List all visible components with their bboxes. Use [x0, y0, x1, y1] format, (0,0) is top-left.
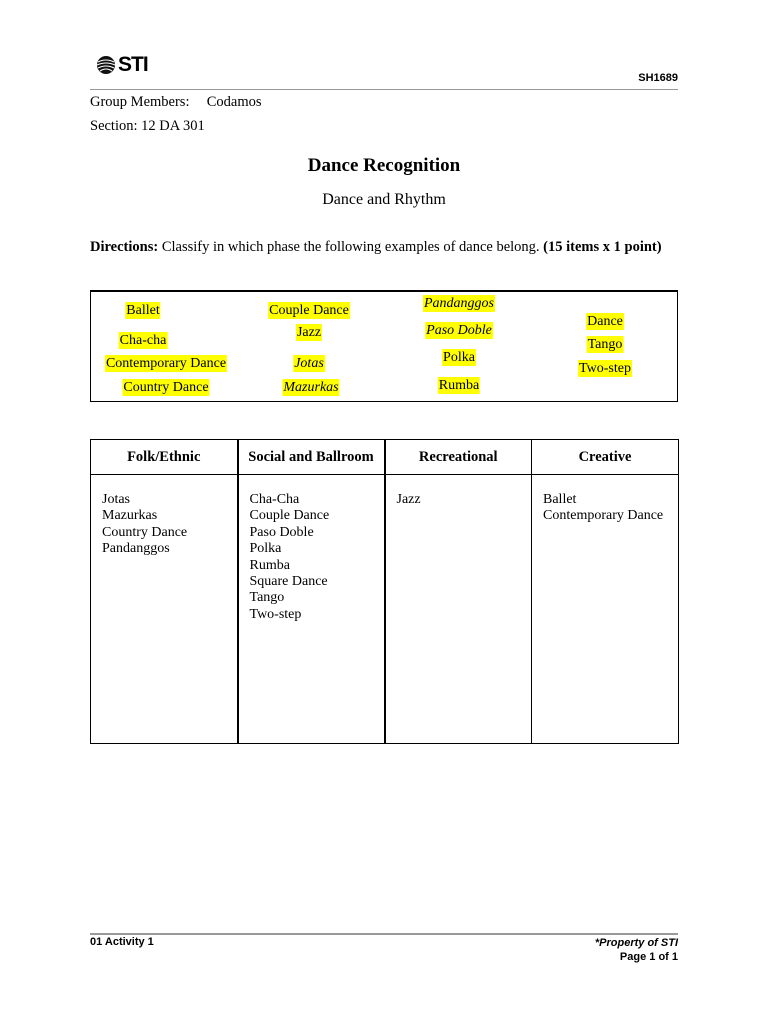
list-item: Paso Doble	[249, 524, 314, 540]
word-bank-item: Jotas	[294, 356, 324, 371]
list-item: Country Dance	[102, 524, 188, 540]
footer-property: *Property of STI	[594, 937, 678, 949]
header-creative: Creative	[532, 440, 679, 475]
logo-text: STI	[118, 53, 148, 76]
list-item: Pandanggos	[102, 541, 170, 557]
word-bank-item: Ballet	[126, 303, 160, 318]
word-bank-item: Couple Dance	[269, 303, 349, 318]
answer-cell-recreational[interactable]	[385, 475, 532, 744]
word-bank-item: Dance	[587, 314, 623, 329]
globe-icon	[96, 55, 116, 75]
directions-points: (15 items x 1 point)	[543, 239, 662, 255]
word-bank-item: Jazz	[296, 325, 322, 340]
group-members-value: Codamos	[206, 94, 262, 110]
header-recreational: Recreational	[385, 440, 532, 475]
list-item: Jotas	[102, 492, 130, 507]
answer-cell-creative[interactable]	[532, 475, 679, 744]
list-item: Couple Dance	[249, 508, 330, 524]
list-item: Rumba	[249, 557, 290, 573]
list-item: Polka	[249, 541, 282, 557]
page-subtitle: Dance and Rhythm	[322, 191, 446, 208]
word-bank-item: Cha-cha	[119, 333, 167, 348]
list-item: Square Dance	[249, 574, 328, 590]
word-bank-item: Rumba	[438, 378, 480, 393]
document-code: SH1689	[638, 72, 678, 84]
list-item: Contemporary Dance	[543, 508, 664, 524]
list-item: Two-step	[249, 606, 302, 622]
header-divider	[90, 89, 678, 90]
word-bank-item: Mazurkas	[283, 380, 339, 395]
directions-label: Directions:	[90, 239, 159, 255]
classification-table	[90, 439, 679, 744]
header-social-ballroom: Social and Ballroom	[238, 440, 385, 475]
group-members-line	[90, 94, 262, 111]
word-bank-item: Country Dance	[123, 380, 209, 395]
footer-right	[595, 936, 678, 964]
list-item: Cha-Cha	[249, 492, 300, 507]
page-title: Dance Recognition	[307, 155, 461, 176]
word-bank-item: Contemporary Dance	[105, 356, 227, 371]
directions-text: Classify in which phase the following examples of dance belong.	[158, 239, 544, 255]
footer-divider	[90, 933, 678, 935]
word-bank-item: Tango	[587, 337, 623, 352]
word-bank-item: Two-step	[579, 361, 631, 376]
answer-cell-social[interactable]	[238, 475, 385, 744]
footer-activity: 01 Activity 1	[90, 936, 154, 948]
list-item: Jazz	[396, 492, 421, 507]
list-item: Tango	[249, 590, 285, 606]
word-bank-item: Paso Doble	[426, 323, 492, 338]
list-item: Ballet	[543, 492, 577, 507]
footer-page-number: Page 1 of 1	[619, 951, 678, 963]
section-line: Section: 12 DA 301	[90, 118, 205, 134]
word-bank-item: Pandanggos	[424, 296, 494, 311]
header-folk-ethnic: Folk/Ethnic	[91, 440, 238, 475]
list-item: Mazurkas	[102, 508, 158, 524]
word-bank-item: Polka	[443, 350, 475, 365]
group-members-label: Group Members:	[90, 94, 190, 110]
word-bank	[90, 290, 678, 402]
directions	[90, 239, 662, 256]
sti-logo	[96, 53, 148, 77]
answer-cell-folk[interactable]	[91, 475, 238, 744]
